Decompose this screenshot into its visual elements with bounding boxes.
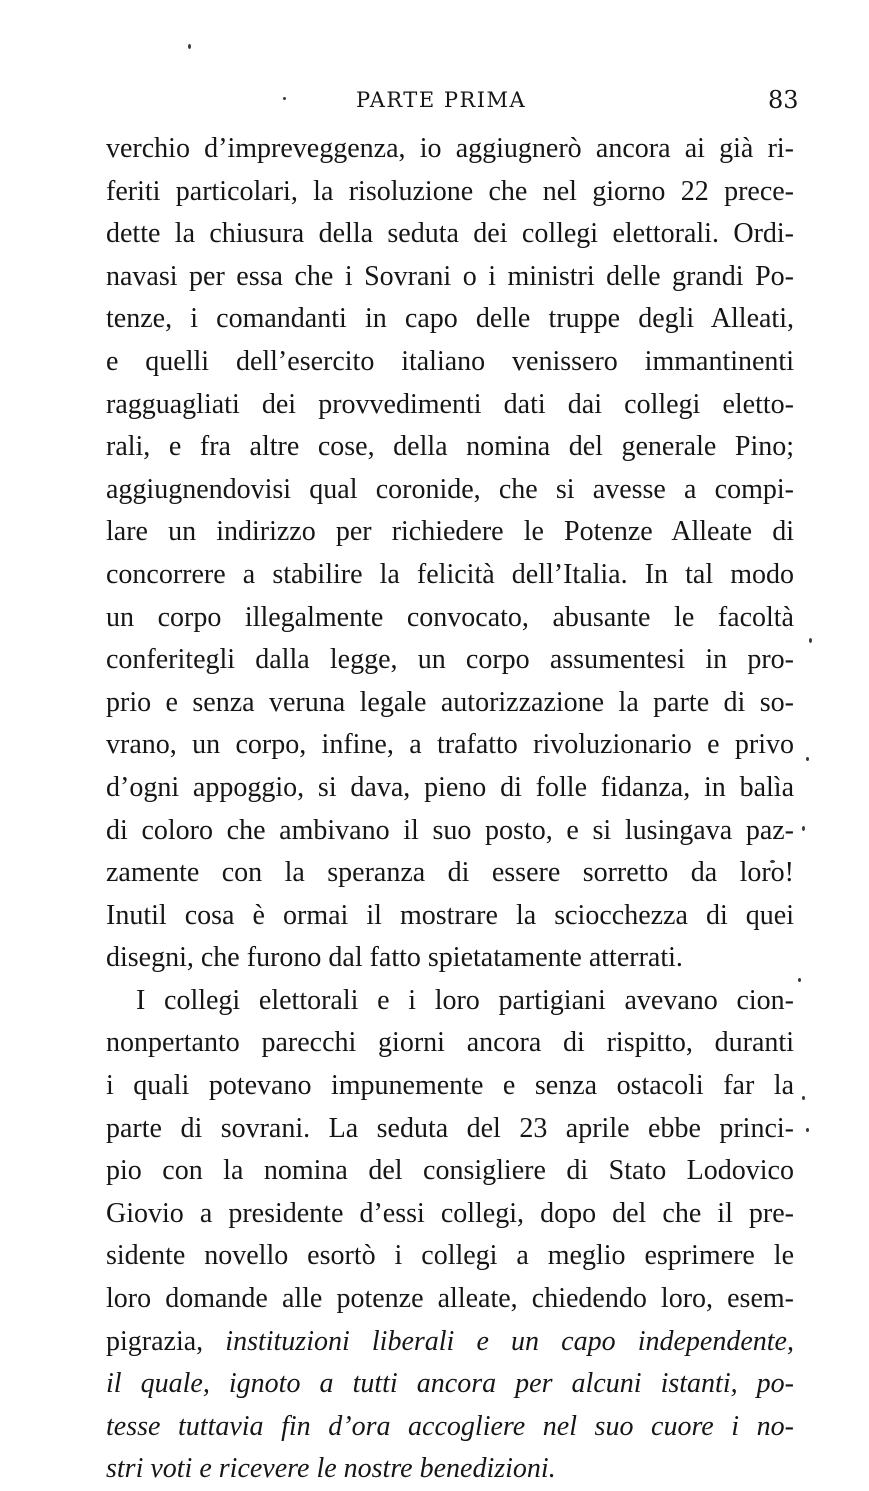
text-line: di coloro che ambivano il suo posto, e si lusingava paz- <box>106 814 794 846</box>
text-line: loro domande alle potenze alleate, chiedendo loro, esem- <box>106 1283 794 1315</box>
text-line: conferitegli dalla legge, un corpo assumentesi in pro- <box>106 644 794 676</box>
text-line: navasi per essa che i Sovrani o i ministri delle grandi Po- <box>106 260 794 292</box>
text-line: e quelli dell’esercito italiano venissero immantinenti <box>106 345 794 377</box>
scan-speck <box>798 978 801 982</box>
text-line: lare un indirizzo per richiedere le Potenze Alleate di <box>106 516 794 548</box>
paragraph-2 <box>106 980 794 1491</box>
text-line: aggiugnendovisi qual coronide, che si avesse a compi- <box>106 473 794 505</box>
text-line: dette la chiusura della seduta dei collegi elettorali. Ordi- <box>106 218 794 250</box>
scan-speck <box>809 638 812 643</box>
text-line: I collegi elettorali e i loro partigiani avevano cion- <box>136 984 794 1016</box>
scan-speck <box>802 826 805 831</box>
page-header <box>0 82 869 118</box>
text-line: un corpo illegalmente convocato, abusante le facoltà <box>106 601 794 633</box>
text-line: Giovio a presidente d’essi collegi, dopo del che il pre- <box>106 1197 794 1229</box>
text-line: feriti particolari, la risoluzione che nel giorno 22 prece- <box>106 175 794 207</box>
text-line: ragguagliati dei provvedimenti dati dai collegi eletto- <box>106 388 794 420</box>
text-line: vrano, un corpo, infine, a trafatto rivoluzionario e privo <box>106 729 794 761</box>
text-line: disegni, che furono dal fatto spietatamente atterrati. <box>106 942 683 974</box>
body-text <box>106 128 794 1491</box>
text-line: nonpertanto parecchi giorni ancora di rispitto, duranti <box>106 1027 794 1059</box>
text-line: zamente con la speranza di essere sorretto da loro! <box>106 857 794 889</box>
paragraph-1 <box>106 128 794 980</box>
italic-text-line: tesse tuttavia fin d’ora accogliere nel suo cuore i no- <box>106 1410 794 1442</box>
text-line: rali, e fra altre cose, della nomina del generale Pino; <box>106 431 794 463</box>
scan-speck <box>806 1128 809 1132</box>
text-line: sidente novello esortò i collegi a meglio esprimere le <box>106 1240 794 1272</box>
running-title: PARTE PRIMA <box>356 88 527 112</box>
italic-text-line: stri voti e ricevere le nostre benedizioni. <box>106 1453 556 1485</box>
italic-text-line: il quale, ignoto a tutti ancora per alcuni istanti, po- <box>106 1368 794 1400</box>
mixed-text-line <box>106 1321 794 1364</box>
scan-speck <box>188 44 191 49</box>
text-line: Inutil cosa è ormai il mostrare la sciocchezza di quei <box>106 899 794 931</box>
text-line: prio e senza veruna legale autorizzazione la parte di so- <box>106 686 794 718</box>
scan-speck <box>802 1096 805 1100</box>
italic-run: instituzioni liberali e un capo independente, <box>225 1325 794 1357</box>
text-line: pio con la nomina del consigliere di Stato Lodovico <box>106 1155 794 1187</box>
text-line: parte di sovrani. La seduta del 23 aprile ebbe princi- <box>106 1112 794 1144</box>
page-number: 83 <box>768 86 799 114</box>
text-line: tenze, i comandanti in capo delle truppe degli Alleati, <box>106 303 794 335</box>
scan-speck <box>283 97 286 100</box>
scan-speck <box>806 757 809 761</box>
text-line: d’ogni appoggio, si dava, pieno di folle fidanza, in balìa <box>106 771 794 803</box>
roman-run: pigrazia, <box>106 1325 226 1357</box>
text-line: concorrere a stabilire la felicità dell’Italia. In tal modo <box>106 558 794 590</box>
text-line: verchio d’impreveggenza, io aggiugnerò ancora ai già ri- <box>106 133 794 164</box>
text-line: i quali potevano impunemente e senza ostacoli far la <box>106 1070 794 1102</box>
